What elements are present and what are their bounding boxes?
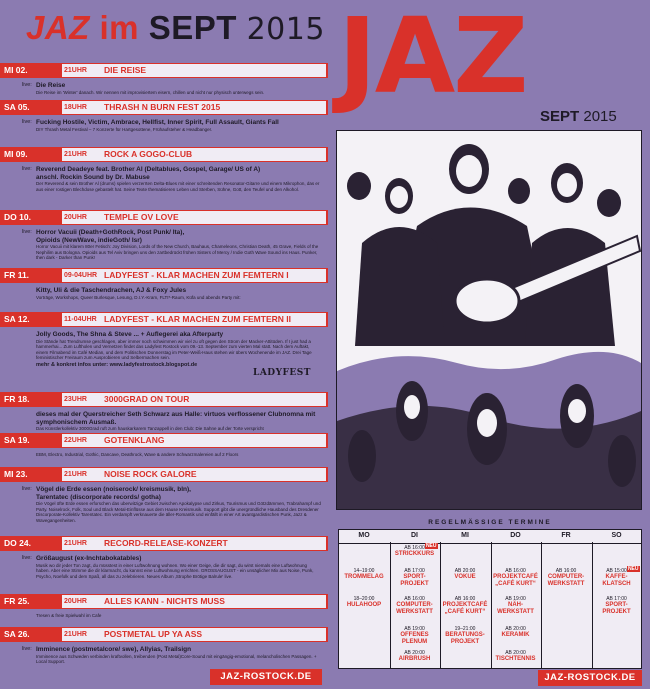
event-name: NOISE ROCK GALORE (104, 469, 197, 479)
event-bar (0, 536, 328, 551)
event-time: 11-04UHR (64, 316, 97, 323)
slot-activity: BERATUNGS-PROJEKT (445, 632, 485, 645)
event-date: MI 09. (0, 147, 60, 162)
event-date: SA 12. (0, 312, 60, 327)
event-description: Die Reise im 'Winter' danach. Wir nennen mit improvisiertem eisern, chillen und nicht nur physisch unterwegs sein. (36, 89, 265, 95)
event-bar-inner (62, 434, 326, 447)
event-live-label: live: (22, 555, 32, 561)
slot-time: AB 17:00 (606, 596, 627, 602)
event-bar (0, 467, 328, 482)
event-description: Vorträge, Workshops, Queer Burlesque, Lesung, D.I.Y.-Kram, FLTI*-Raum, Küfa und abends Party mit: (36, 294, 241, 300)
event-live-label: live: (22, 229, 32, 235)
event-details (36, 613, 321, 619)
event-description: Das Künstlerkollektiv 3000Grad ruft zum hauskarkarem Tanzappell in den Club: Die Sahne auf der Torte verspricht (36, 426, 264, 431)
event-lineup: Horror Vacuii (Death+GothRock, Post Punk/ Ita), (36, 229, 185, 236)
slot-time: AB 16:00 (404, 596, 425, 602)
event-time: 23UHR (64, 396, 87, 403)
event-name: GOTENKLANG (104, 435, 165, 445)
event-time: 18UHR (64, 104, 87, 111)
slot-time: AB 20:00 (505, 626, 526, 632)
event-details (22, 166, 321, 192)
event-bar (0, 627, 328, 642)
slot-time: 14–19:00 (353, 568, 375, 574)
slot-activity: VOKUE (454, 574, 476, 580)
event-live-label: live: (22, 486, 32, 492)
big-jaz-logo: JAZ (338, 0, 527, 117)
schedule-slot (440, 596, 490, 616)
title-year: 2015 (246, 12, 325, 47)
event-date: FR 11. (0, 268, 60, 283)
event-description: Die Vögel öfte Erde essen erforschen das uberwitzige Gebiet zwischen Apokalypse und Zirkus, Tourismus und Götzdämmen, Trabrahampf und Party. Noiselrock, Folk, Soul und Black Metal-Einflüsse aus dem Hause Kreismusik. Support gibt die unergründliche Hausband des Dresdener Discorporate-Kollektiv Tarentatec. Ein verdampft verknauerte die äller-Romantik und einfällt in einer Art avantgardistischen Punk, Jazz & Wavegangenheiten. (36, 501, 321, 523)
schedule-slot (592, 596, 642, 616)
event-date: SA 19. (0, 433, 60, 448)
schedule-slot (339, 568, 389, 581)
website-link-left[interactable]: JAZ-ROSTOCK.DE (210, 669, 322, 685)
event-name: ROCK A GOGO-CLUB (104, 149, 193, 159)
new-badge: NEU (425, 543, 437, 549)
schedule-slot (390, 596, 440, 616)
event-bar (0, 268, 328, 283)
new-badge: NEU (627, 566, 639, 572)
event-name: DIE REISE (104, 65, 147, 75)
event-name: LADYFEST - KLAR MACHEN ZUM FEMTERN I (104, 270, 289, 280)
event-name: THRASH N BURN FEST 2015 (104, 102, 221, 112)
schedule-slot (541, 568, 591, 588)
band-photo (336, 130, 642, 510)
slot-activity: NÄH-WERKSTATT (497, 602, 534, 615)
event-name: LADYFEST - KLAR MACHEN ZUM FEMTERN II (104, 314, 291, 324)
event-time: 09-04UHR (64, 272, 98, 279)
event-details (22, 229, 321, 261)
slot-activity: OFFENES PLENUM (400, 632, 429, 645)
schedule-slot (491, 568, 541, 588)
band-photo-illustration (337, 131, 641, 509)
schedule-slot (592, 568, 642, 588)
schedule-slot (491, 596, 541, 616)
event-lineup: Fucking Hostile, Victim, Ambrace, Hellfist, Inner Spirit, Full Assault, Giants Fall (36, 119, 279, 126)
schedule-column-divider (541, 542, 542, 668)
schedule-slot (390, 650, 440, 663)
schedule-day-so: SO (611, 532, 622, 539)
schedule-slot (390, 568, 440, 588)
event-description: Die Stände hat Trendrumse geschlagen, aber immer noch schwimmen wir viel zu oft gegen den Strom der Macker-Attitüden. If I just had a hammerhai... Zum Luftholen und Vernetzen findet das Ladyfest Rostock vom 09.-13. September zum vierten Mal statt. Nach dem Auftakt, einem Filmabend im Café Median, und dem Politischen Donnerstag im Peter-Weiß-Haus stehen wir übers Wochenende im JAZ. Drei Tage feministischer Freiraum zum Ausprobieren und Selbermachen sein. (36, 338, 312, 360)
event-bar (0, 147, 328, 162)
schedule-day-mi: MI (461, 532, 469, 539)
page-title (26, 8, 325, 50)
schedule-slot (390, 545, 440, 558)
event-details (22, 119, 321, 132)
event-time: 21UHR (64, 151, 87, 158)
event-lineup: Reverend Deadeye feat. Brother Al (Deltablues, Gospel, Garage/ US of A) (36, 166, 261, 173)
event-description: Imminence aus Schweden verbinden kraftvollen, treibenden (Post Metal)Core-Sound mit eingängig-emotional, melancholischen Passagen. + Local Support. (36, 653, 317, 664)
slot-time: AB 20:00 (505, 650, 526, 656)
schedule-slot (440, 568, 490, 581)
event-details (36, 411, 321, 432)
event-time: 21UHR (64, 471, 87, 478)
schedule-slot (390, 626, 440, 646)
event-description: Musik wo dir jeder Ton zagt, du müsstest in einer Luftwohnung wohnen. Wo einer Geige, die dir sagt, du wirst niemals eine Luftwohnung haben. Aber eine Stimme die dir klarmacht, du kannst eine Luftwohnung errichten. GROSSAUGUST - ein unsäglicher Mix aus Noise, Punk, Psycho, Noefolk und dem Spaß, all das zu zelebrieren. Neues Album ‚Strophe Brötige Balrule' live. (36, 562, 314, 579)
event-description: Horror Vacuii mit klarem 80er Fetisch: Joy Division, Lords of the New Church, Bauhaus, Chameleons, Christian Death, 45 Grave, Fields of the Nephilim aus Bologna. Opioids aus Tel Aviv bringen uns den zartbedrückt frühen Sisters of Mercy / Indie Goth Wave Sound ins Haus. Punker, then dark - Darker than Punk! (36, 244, 319, 260)
event-details (36, 331, 321, 378)
schedule-slot (339, 596, 389, 609)
event-time: 20UHR (64, 598, 87, 605)
event-live-label: live: (22, 166, 32, 172)
slot-time: AB 16:00 (555, 568, 577, 574)
event-name: POSTMETAL UP YA ASS (104, 629, 203, 639)
slot-activity: COMPUTER-WERKSTATT (396, 602, 433, 615)
slot-activity: HULAHOOP (346, 602, 382, 608)
event-time: 21UHR (64, 631, 87, 638)
event-lineup: Imminence (postmetalcore/ swe), Allyias, Trailsign (36, 646, 192, 653)
event-lineup-2: Opioids (NewWave, indieGoth/ Isr) (36, 236, 142, 244)
event-info-link[interactable]: mehr & konkret infos unter: www.ladyfestrostock.blogspot.de (36, 361, 198, 368)
event-name: RECORD-RELEASE-KONZERT (104, 538, 228, 548)
event-time: 22UHR (64, 437, 87, 444)
slot-time: AB 15:00 (606, 568, 627, 574)
big-sept-text: SEPT (540, 108, 580, 125)
slot-time: AB 17:00 (404, 568, 425, 574)
schedule-slot (491, 626, 541, 639)
event-bar (0, 594, 328, 609)
schedule-day-do: DO (510, 532, 521, 539)
event-lineup: Kitty, Uli & die Taschendrachen, AJ & Foxy Jules (36, 287, 187, 294)
slot-time: AB 16:00 (454, 596, 476, 602)
event-bar (0, 312, 328, 327)
event-description: Der Reverend & sein Brother Al (drums) spielen verzerrten Delta-Blues mit einer schreitenden Resonator-Gitarre und einem Mikrophon, das er aus einer rostigen Blechdose gebastelt hat. Seine Texte thematisieren Leben und Sterben, Sühne, Gott, den Teufel und den Alkohol. (36, 181, 320, 192)
schedule-day-fr: FR (561, 532, 571, 539)
event-bar-inner (62, 148, 326, 161)
event-lineup: Die Reise (36, 82, 66, 89)
event-details (36, 452, 321, 458)
slot-activity: SPORT-PROJEKT (602, 602, 631, 615)
schedule-slot (440, 626, 490, 646)
event-bar (0, 63, 328, 78)
slot-activity: SPORT-PROJEKT (400, 574, 429, 587)
event-lineup: Jolly Goods, The Shna & Steve ... + Auflegerei aka Afterparty (36, 331, 224, 338)
event-date: SA 26. (0, 627, 60, 642)
title-sept: SEPT (148, 9, 237, 46)
event-date: DO 10. (0, 210, 60, 225)
event-lineup: dieses mal der Querstreicher Seth Schwarz aus Halle: virtuos verflossener Clubnomna mit symphonischem Ausmaß. (36, 411, 316, 426)
event-name: ALLES KANN - NICHTS MUSS (104, 596, 225, 606)
slot-time: 19–21:00 (454, 626, 476, 632)
event-date: DO 24. (0, 536, 60, 551)
schedule-title: REGELMÄSSIGE TERMINE (428, 519, 552, 526)
slot-time: AB 19:00 (404, 626, 425, 632)
event-description: EBM, Electro, Industrial, Gothic, Dancave, Deathrock, Wave & andere Schwarzmalereien auf 2 Floors (36, 452, 239, 457)
event-time: 21UHR (64, 540, 87, 547)
slot-time: AB 16:00 (505, 568, 526, 574)
slot-activity: PROJEKTCAFÉ „CAFÉ KURT“ (493, 574, 538, 587)
event-lineup-2: anschl. Rockin Sound by Dr. Mabuse (36, 173, 150, 181)
event-bar (0, 433, 328, 448)
event-bar-inner (62, 211, 326, 224)
slot-activity: COMPUTER-WERKSTATT (547, 574, 585, 587)
slot-activity: KERAMIK (501, 632, 530, 638)
event-date: FR 18. (0, 392, 60, 407)
event-live-label: live: (22, 119, 32, 125)
event-date: FR 25. (0, 594, 60, 609)
schedule-day-di: DI (411, 532, 418, 539)
event-details (22, 486, 321, 523)
event-lineup: Größaugust (ex-Inchtabokatables) (36, 555, 142, 562)
slot-activity: AIRBRUSH (398, 656, 431, 662)
event-bar-inner (62, 393, 326, 406)
slot-time: AB 20:00 (404, 650, 425, 656)
website-link-right[interactable]: JAZ-ROSTOCK.DE (538, 670, 642, 686)
event-description: Tresen & freie Spielwahl im Cafe (36, 613, 102, 618)
event-date: MI 23. (0, 467, 60, 482)
slot-activity: TISCHTENNIS (495, 656, 536, 662)
event-date: MI 02. (0, 63, 60, 78)
event-time: 20UHR (64, 214, 87, 221)
slot-activity: STRICKKURS (394, 551, 435, 557)
title-jaz: JAZ (26, 9, 90, 46)
event-details (22, 555, 321, 579)
event-time: 21UHR (64, 67, 87, 74)
schedule-table (338, 529, 642, 669)
schedule-day-mo: MO (358, 532, 370, 539)
event-bar-inner (62, 64, 326, 77)
slot-time: 18–20:00 (353, 596, 375, 602)
event-details (22, 82, 321, 95)
event-details (36, 287, 321, 300)
event-details (22, 646, 321, 665)
slot-activity: PROJEKTCAFÉ „CAFÉ KURT“ (442, 602, 488, 615)
big-sept-label (540, 108, 617, 125)
event-lineup: Vögel die Erde essen (noiserock/ kreismusik, bln), (36, 486, 191, 493)
ladyfest-logo: LADYFEST (253, 367, 311, 378)
event-live-label: live: (22, 646, 32, 652)
slot-time: AB 19:00 (505, 596, 526, 602)
event-lineup-2: Tarentatec (discorporate records/ gotha) (36, 493, 161, 501)
slot-activity: TROMMELAG (344, 574, 384, 580)
slot-time: AB 16:00 (404, 545, 425, 551)
title-im: im (99, 9, 140, 46)
event-bar (0, 210, 328, 225)
schedule-slot (491, 650, 541, 663)
event-bar (0, 100, 328, 115)
event-description: DIY Thrash Metal Festival – 7 Konzerte für Hartgesottene, Frühaufsteher & Headbanger. (36, 126, 213, 132)
event-name: 3000GRAD ON TOUR (104, 394, 190, 404)
event-live-label: live: (22, 82, 32, 88)
slot-time: AB 20:00 (454, 568, 476, 574)
slot-activity: KAFFE-KLATSCH (602, 574, 631, 587)
event-date: SA 05. (0, 100, 60, 115)
event-bar (0, 392, 328, 407)
big-sept-year: 2015 (583, 108, 617, 125)
event-name: TEMPLE OV LOVE (104, 212, 179, 222)
